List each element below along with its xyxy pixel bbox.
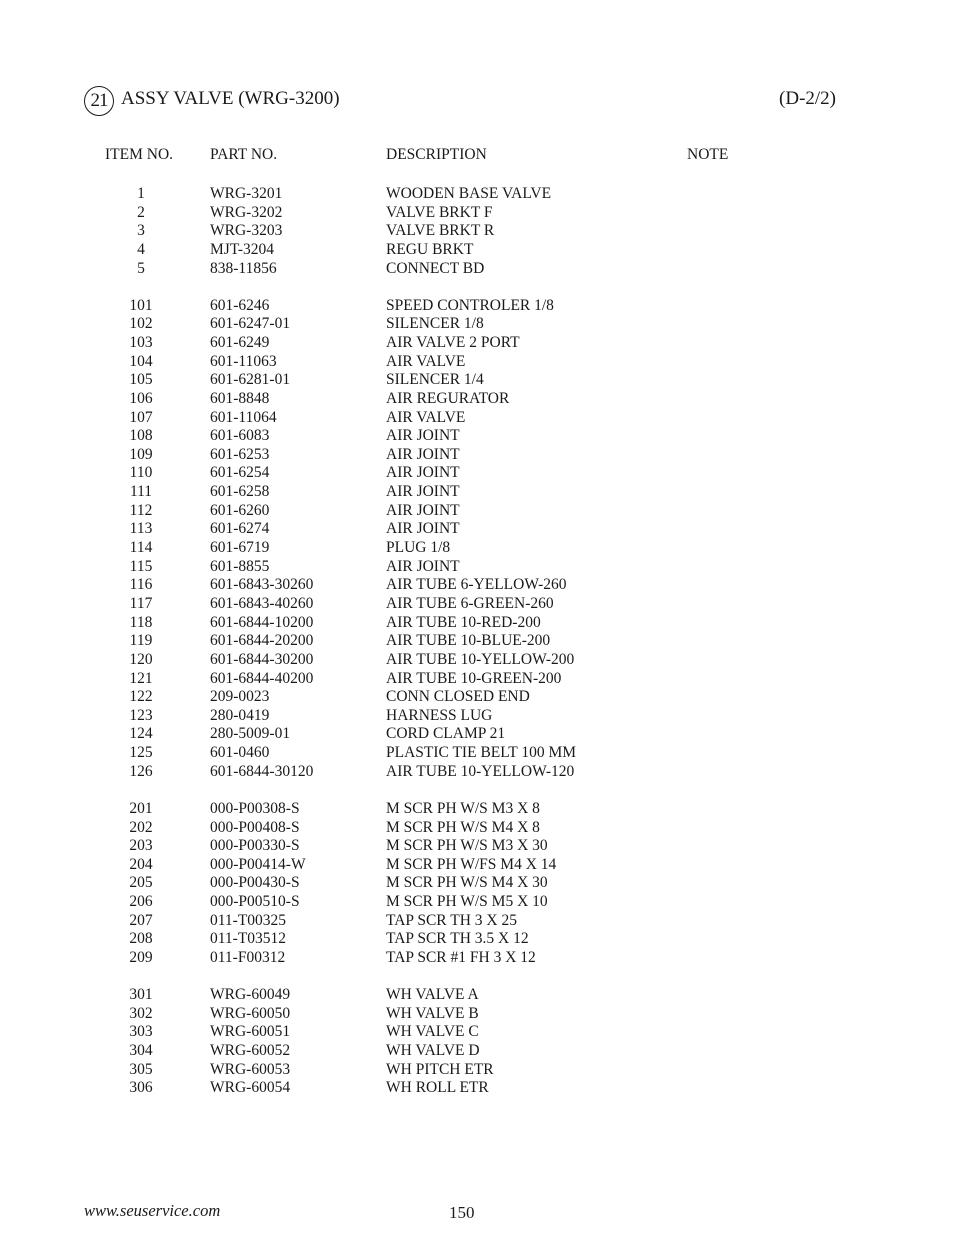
table-row — [0, 409, 954, 428]
part-description: WOODEN BASE VALVE — [386, 185, 552, 202]
table-row — [0, 1005, 954, 1024]
part-description: AIR JOINT — [386, 483, 460, 501]
table-row — [0, 427, 954, 446]
item-number: 122 — [129, 688, 153, 706]
part-description: SILENCER 1/8 — [386, 315, 484, 333]
table-row — [0, 912, 954, 931]
part-description: AIR TUBE 10-BLUE-200 — [386, 632, 551, 650]
part-description: AIR JOINT — [386, 464, 460, 482]
part-number: MJT-3204 — [210, 240, 275, 258]
table-row — [0, 856, 954, 875]
item-number: 201 — [129, 799, 153, 817]
table-row — [0, 632, 954, 651]
table-row — [0, 353, 954, 372]
part-number: 601-6260 — [210, 501, 270, 519]
item-number: 123 — [129, 706, 153, 724]
part-description: AIR JOINT — [386, 501, 460, 519]
table-row — [0, 670, 954, 689]
table-row — [0, 837, 954, 856]
part-description: AIR VALVE — [386, 408, 466, 426]
part-number: 011-T00325 — [210, 911, 287, 929]
table-row — [0, 614, 954, 633]
table-row — [0, 576, 954, 595]
part-description: AIR TUBE 6-YELLOW-260 — [386, 576, 567, 594]
part-number: WRG-60050 — [210, 1004, 291, 1022]
table-row — [0, 707, 954, 726]
table-row — [0, 241, 954, 260]
table-row — [0, 763, 954, 782]
part-description: REGU BRKT — [386, 240, 474, 258]
item-number: 106 — [129, 389, 153, 407]
part-description: M SCR PH W/S M5 X 10 — [386, 893, 548, 911]
item-number: 117 — [129, 594, 153, 612]
part-number: WRG-3201 — [210, 185, 283, 202]
table-row — [0, 930, 954, 949]
part-number: 000-P00510-S — [210, 893, 300, 911]
item-number: 306 — [129, 1079, 153, 1097]
item-number: 2 — [137, 203, 145, 221]
table-row — [0, 688, 954, 707]
part-number: 601-6843-30260 — [210, 576, 314, 594]
item-number: 116 — [129, 576, 153, 594]
part-number: 601-11063 — [210, 352, 277, 370]
section-header — [84, 86, 844, 116]
part-number: 601-6844-40200 — [210, 669, 314, 687]
part-number: 601-6844-10200 — [210, 613, 314, 631]
table-row — [0, 539, 954, 558]
page-code: (D-2/2) — [779, 88, 836, 109]
part-description: WH VALVE C — [386, 1023, 479, 1041]
table-row — [0, 986, 954, 1005]
table-row — [0, 297, 954, 316]
table-row — [0, 558, 954, 577]
item-number: 204 — [129, 855, 153, 873]
item-number: 206 — [129, 893, 153, 911]
item-number: 118 — [129, 613, 153, 631]
part-description: TAP SCR TH 3 X 25 — [386, 911, 517, 929]
part-number: 601-6253 — [210, 445, 270, 463]
table-row — [0, 334, 954, 353]
part-number: 601-6254 — [210, 464, 270, 482]
table-row — [0, 260, 954, 279]
part-number: 601-0460 — [210, 744, 270, 762]
part-description: WH VALVE D — [386, 1042, 480, 1060]
item-number: 110 — [129, 464, 153, 482]
table-row — [0, 651, 954, 670]
item-number: 112 — [129, 501, 153, 519]
item-number: 104 — [129, 352, 153, 370]
item-number: 5 — [137, 259, 145, 277]
part-number: WRG-60054 — [210, 1079, 291, 1097]
part-description: AIR TUBE 10-RED-200 — [386, 613, 541, 631]
item-number: 203 — [129, 837, 153, 855]
part-description: AIR VALVE 2 PORT — [386, 333, 520, 351]
part-number: 209-0023 — [210, 688, 270, 706]
table-row — [0, 464, 954, 483]
parts-group — [0, 986, 954, 1098]
part-description: AIR JOINT — [386, 557, 460, 575]
parts-table-body — [0, 185, 954, 1116]
part-description: SPEED CONTROLER 1/8 — [386, 296, 554, 314]
item-number: 301 — [129, 986, 153, 1004]
item-number: 124 — [129, 725, 153, 743]
table-row — [0, 315, 954, 334]
part-description: WH ROLL ETR — [386, 1079, 489, 1097]
part-description: CONNECT BD — [386, 259, 485, 277]
part-number: 011-T03512 — [210, 930, 287, 948]
part-number: WRG-60051 — [210, 1023, 291, 1041]
table-row — [0, 595, 954, 614]
item-number: 4 — [137, 240, 145, 258]
item-number: 121 — [129, 669, 153, 687]
item-number: 115 — [129, 557, 153, 575]
part-number: 601-8848 — [210, 389, 270, 407]
part-description: AIR TUBE 10-YELLOW-120 — [386, 762, 575, 780]
part-number: 000-P00308-S — [210, 799, 300, 817]
part-number: 601-6274 — [210, 520, 270, 538]
part-description: M SCR PH W/S M4 X 30 — [386, 874, 548, 892]
item-number: 119 — [129, 632, 153, 650]
part-description: M SCR PH W/FS M4 X 14 — [386, 855, 557, 873]
item-number: 205 — [129, 874, 153, 892]
part-number: 601-11064 — [210, 408, 277, 426]
item-number: 120 — [129, 650, 153, 668]
item-number: 109 — [129, 445, 153, 463]
item-number: 1 — [137, 185, 145, 202]
table-row — [0, 874, 954, 893]
page-title: ASSY VALVE (WRG-3200) — [121, 88, 340, 109]
item-number: 304 — [129, 1042, 153, 1060]
item-number: 125 — [129, 744, 153, 762]
part-description: AIR TUBE 10-YELLOW-200 — [386, 650, 575, 668]
column-header-item: ITEM NO. — [105, 146, 174, 163]
part-description: AIR TUBE 10-GREEN-200 — [386, 669, 562, 687]
item-number: 3 — [137, 222, 145, 240]
part-description: PLASTIC TIE BELT 100 MM — [386, 744, 577, 762]
parts-group — [0, 800, 954, 968]
part-description: M SCR PH W/S M4 X 8 — [386, 818, 540, 836]
table-row — [0, 371, 954, 390]
table-row — [0, 1042, 954, 1061]
table-row — [0, 446, 954, 465]
part-description: AIR JOINT — [386, 445, 460, 463]
table-row — [0, 390, 954, 409]
section-number-badge: 21 — [84, 86, 114, 116]
table-row — [0, 800, 954, 819]
part-number: 011-F00312 — [210, 948, 286, 966]
part-number: WRG-60052 — [210, 1042, 291, 1060]
part-description: PLUG 1/8 — [386, 539, 451, 557]
table-row — [0, 222, 954, 241]
part-number: 838-11856 — [210, 259, 277, 277]
parts-table-header — [0, 146, 954, 166]
part-description: TAP SCR TH 3.5 X 12 — [386, 930, 529, 948]
table-row — [0, 893, 954, 912]
part-number: WRG-3203 — [210, 222, 283, 240]
part-number: WRG-3202 — [210, 203, 283, 221]
part-description: M SCR PH W/S M3 X 30 — [386, 837, 548, 855]
parts-group — [0, 185, 954, 278]
part-number: 000-P00408-S — [210, 818, 300, 836]
part-description: AIR JOINT — [386, 427, 460, 445]
part-number: 601-6083 — [210, 427, 270, 445]
item-number: 114 — [129, 539, 153, 557]
table-row — [0, 744, 954, 763]
item-number: 105 — [129, 371, 153, 389]
item-number: 303 — [129, 1023, 153, 1041]
part-number: WRG-60053 — [210, 1060, 291, 1078]
part-number: 601-6843-40260 — [210, 594, 314, 612]
part-description: AIR REGURATOR — [386, 389, 510, 407]
footer-website: www.seuservice.com — [84, 1201, 221, 1220]
part-number: 601-6281-01 — [210, 371, 291, 389]
table-row — [0, 819, 954, 838]
page-number: 150 — [449, 1203, 475, 1222]
item-number: 126 — [129, 762, 153, 780]
part-number: 601-6246 — [210, 296, 270, 314]
part-description: M SCR PH W/S M3 X 8 — [386, 799, 540, 817]
part-number: 000-P00330-S — [210, 837, 300, 855]
table-row — [0, 483, 954, 502]
table-row — [0, 204, 954, 223]
part-description: WH VALVE B — [386, 1004, 479, 1022]
part-number: 000-P00430-S — [210, 874, 300, 892]
part-description: AIR TUBE 6-GREEN-260 — [386, 594, 554, 612]
table-row — [0, 185, 954, 204]
item-number: 102 — [129, 315, 153, 333]
table-row — [0, 725, 954, 744]
part-description: TAP SCR #1 FH 3 X 12 — [386, 948, 536, 966]
part-number: WRG-60049 — [210, 986, 291, 1004]
table-row — [0, 1079, 954, 1098]
table-row — [0, 1061, 954, 1080]
item-number: 107 — [129, 408, 153, 426]
part-number: 280-5009-01 — [210, 725, 291, 743]
table-row — [0, 520, 954, 539]
part-number: 000-P00414-W — [210, 855, 306, 873]
column-header-part: PART NO. — [210, 146, 278, 163]
part-number: 601-6258 — [210, 483, 270, 501]
part-description: HARNESS LUG — [386, 706, 493, 724]
item-number: 208 — [129, 930, 153, 948]
part-description: CONN CLOSED END — [386, 688, 530, 706]
column-header-description: DESCRIPTION — [386, 146, 487, 163]
part-description: AIR JOINT — [386, 520, 460, 538]
part-description: VALVE BRKT R — [386, 222, 495, 240]
part-number: 601-6844-20200 — [210, 632, 314, 650]
part-number: 601-6719 — [210, 539, 270, 557]
part-description: AIR VALVE — [386, 352, 466, 370]
part-description: CORD CLAMP 21 — [386, 725, 506, 743]
item-number: 108 — [129, 427, 153, 445]
part-number: 601-6844-30120 — [210, 762, 314, 780]
item-number: 207 — [129, 911, 153, 929]
table-row — [0, 949, 954, 968]
item-number: 101 — [129, 296, 153, 314]
item-number: 209 — [129, 948, 153, 966]
parts-group — [0, 297, 954, 782]
column-header-note: NOTE — [687, 146, 729, 163]
part-number: 601-6249 — [210, 333, 270, 351]
table-row — [0, 502, 954, 521]
item-number: 305 — [129, 1060, 153, 1078]
item-number: 202 — [129, 818, 153, 836]
part-description: VALVE BRKT F — [386, 203, 493, 221]
table-row — [0, 1023, 954, 1042]
item-number: 111 — [129, 483, 153, 501]
part-number: 601-8855 — [210, 557, 270, 575]
part-description: WH PITCH ETR — [386, 1060, 494, 1078]
part-description: WH VALVE A — [386, 986, 479, 1004]
part-number: 601-6247-01 — [210, 315, 291, 333]
item-number: 302 — [129, 1004, 153, 1022]
part-number: 280-0419 — [210, 706, 270, 724]
item-number: 103 — [129, 333, 153, 351]
item-number: 113 — [129, 520, 153, 538]
part-number: 601-6844-30200 — [210, 650, 314, 668]
part-description: SILENCER 1/4 — [386, 371, 484, 389]
